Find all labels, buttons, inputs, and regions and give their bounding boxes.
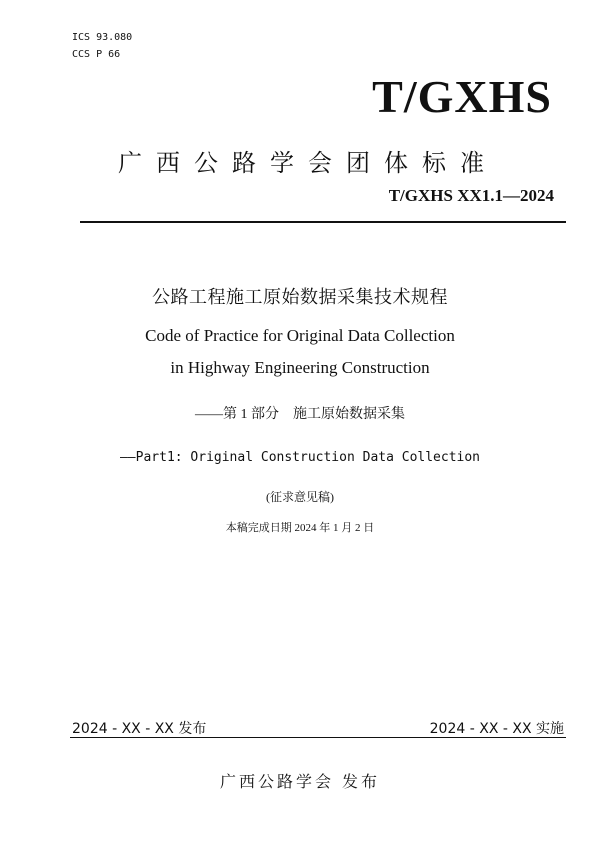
standard-number: T/GXHS XX1.1—2024 <box>388 186 554 205</box>
standard-category-title: 广西公路学会团体标准 <box>118 149 498 177</box>
part-title-en: ——Part1: Original Construction Data Collection <box>119 450 481 465</box>
implement-date: 2024 - XX - XX 实施 <box>429 721 564 737</box>
organization-code: T/GXHS <box>372 71 552 122</box>
ics-code: ICS 93.080 <box>72 32 133 43</box>
ccs-code: CCS P 66 <box>72 49 121 60</box>
publisher: 广西公路学会 发布 <box>219 772 381 791</box>
footer-divider <box>70 737 566 738</box>
document-title-en-line2: in Highway Engineering Construction <box>170 358 430 377</box>
header-divider <box>80 221 566 223</box>
completion-date: 本稿完成日期 2024 年 1 月 2 日 <box>225 522 375 534</box>
part-title-cn: ——第 1 部分 施工原始数据采集 <box>195 407 405 422</box>
publish-date: 2024 - XX - XX 发布 <box>72 721 207 737</box>
draft-label: (征求意见稿) <box>266 490 334 504</box>
document-title-cn: 公路工程施工原始数据采集技术规程 <box>152 287 448 308</box>
document-title-en-line1: Code of Practice for Original Data Collection <box>145 326 455 345</box>
classification-codes <box>72 29 132 63</box>
